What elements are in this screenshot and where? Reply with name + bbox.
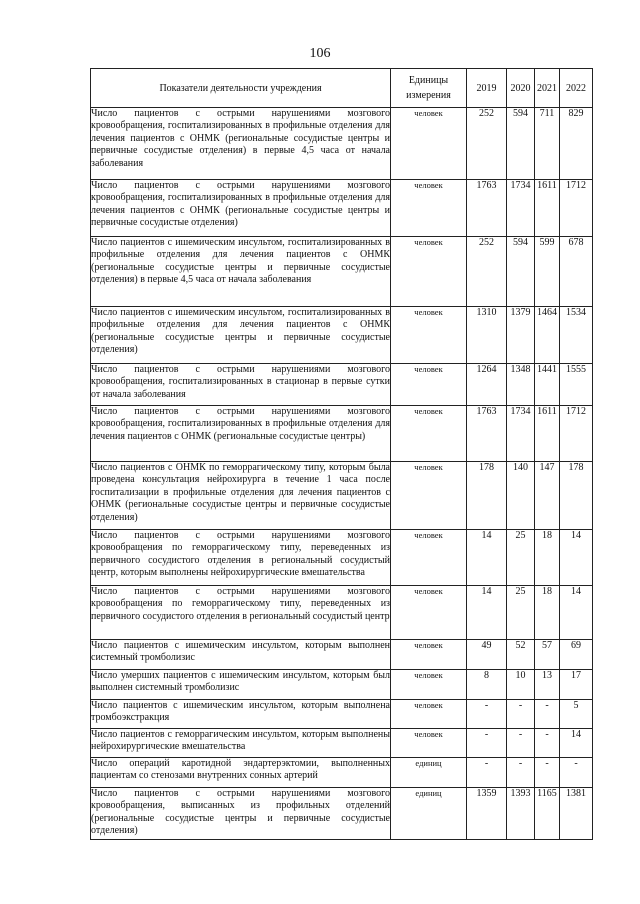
value-2019: 1763: [467, 180, 507, 237]
value-2019: 1264: [467, 364, 507, 406]
table-row: [91, 307, 593, 364]
value-2020: 1734: [507, 180, 535, 237]
unit-cell: единиц: [391, 788, 467, 840]
table-row: [91, 237, 593, 307]
indicator-cell: Число пациентов с острыми нарушениями мозгового кровообращения, госпитализированных в стационар в первые сутки от начала заболевания: [91, 364, 391, 406]
value-2020: 1348: [507, 364, 535, 406]
value-2022: 14: [560, 530, 593, 586]
unit-cell: человек: [391, 640, 467, 670]
table-row: [91, 530, 593, 586]
unit-cell: человек: [391, 586, 467, 640]
value-2020: 1379: [507, 307, 535, 364]
value-2019: 8: [467, 670, 507, 700]
value-2021: 13: [535, 670, 560, 700]
value-2022: 1534: [560, 307, 593, 364]
value-2019: 1310: [467, 307, 507, 364]
unit-cell: единиц: [391, 758, 467, 788]
table-row: [91, 108, 593, 180]
value-2020: 52: [507, 640, 535, 670]
value-2019: 1359: [467, 788, 507, 840]
unit-cell: человек: [391, 729, 467, 758]
indicator-cell: Число пациентов с острыми нарушениями мозгового кровообращения, госпитализированных в профильные отделения для лечения пациентов с ОНМК (региональные сосудистые центры и первичные сосудистые отделения): [91, 180, 391, 237]
value-2021: 1464: [535, 307, 560, 364]
indicator-cell: Число пациентов с ишемическим инсультом, госпитализированных в профильные отделения для лечения пациентов с ОНМК (региональные сосудистые центры и первичные сосудистые отделения): [91, 307, 391, 364]
value-2022: 14: [560, 729, 593, 758]
table-row: [91, 729, 593, 758]
value-2020: 1393: [507, 788, 535, 840]
table-row: [91, 670, 593, 700]
table-row: [91, 180, 593, 237]
value-2021: 57: [535, 640, 560, 670]
indicator-cell: Число пациентов с острыми нарушениями мозгового кровообращения, выписанных из профильных отделений (региональные сосудистые центры и первичные сосудистые отделения): [91, 788, 391, 840]
header-year-2022: 2022: [560, 69, 593, 108]
table-row: [91, 640, 593, 670]
value-2019: 1763: [467, 406, 507, 462]
indicator-cell: Число операций каротидной эндартерэктомии, выполненных пациентам со стенозами внутренних сонных артерий: [91, 758, 391, 788]
value-2020: 25: [507, 586, 535, 640]
unit-cell: человек: [391, 237, 467, 307]
value-2022: 1712: [560, 180, 593, 237]
header-year-2020: 2020: [507, 69, 535, 108]
value-2019: 252: [467, 108, 507, 180]
value-2022: 829: [560, 108, 593, 180]
unit-cell: человек: [391, 700, 467, 729]
indicator-cell: Число пациентов с острыми нарушениями мозгового кровообращения по геморрагическому типу, переведенных из первичного сосудистого отделения в региональный сосудистый центр: [91, 586, 391, 640]
table-row: [91, 700, 593, 729]
indicator-cell: Число умерших пациентов с ишемическим инсультом, которым был выполнен системный тромболизис: [91, 670, 391, 700]
value-2021: -: [535, 758, 560, 788]
value-2021: -: [535, 729, 560, 758]
value-2019: 178: [467, 462, 507, 530]
page-number: 106: [309, 46, 331, 61]
value-2021: 1165: [535, 788, 560, 840]
value-2021: 1611: [535, 180, 560, 237]
value-2022: 1712: [560, 406, 593, 462]
unit-cell: человек: [391, 406, 467, 462]
value-2022: 678: [560, 237, 593, 307]
value-2021: 18: [535, 530, 560, 586]
value-2020: -: [507, 700, 535, 729]
value-2019: -: [467, 700, 507, 729]
indicator-cell: Число пациентов с острыми нарушениями мозгового кровообращения, госпитализированных в профильные отделения для лечения пациентов с ОНМК (региональные сосудистые центры и первичные сосудистые отделения) в первые 4,5 часа от начала заболевания: [91, 108, 391, 180]
indicator-cell: Число пациентов с острыми нарушениями мозгового кровообращения по геморрагическому типу, переведенных из первичного сосудистого отделения в региональный сосудистый центр, которым выполнены нейрохирургические вмешательства: [91, 530, 391, 586]
table-row: [91, 406, 593, 462]
value-2022: 178: [560, 462, 593, 530]
indicator-cell: Число пациентов с геморрагическим инсультом, которым выполнены нейрохирургические вмешательства: [91, 729, 391, 758]
unit-cell: человек: [391, 670, 467, 700]
value-2020: 594: [507, 237, 535, 307]
table-row: [91, 788, 593, 840]
value-2020: 25: [507, 530, 535, 586]
value-2022: 69: [560, 640, 593, 670]
header-indicator: Показатели деятельности учреждения: [91, 69, 391, 108]
hospital-indicators-table: [90, 68, 593, 840]
value-2021: 147: [535, 462, 560, 530]
indicator-cell: Число пациентов с ишемическим инсультом, госпитализированных в профильные отделения для лечения пациентов с ОНМК (региональные сосудистые центры и первичные сосудистые отделения) в первые 4,5 часа от начала заболевания: [91, 237, 391, 307]
unit-cell: человек: [391, 462, 467, 530]
header-year-2021: 2021: [535, 69, 560, 108]
indicator-cell: Число пациентов с ОНМК по геморрагическому типу, которым была проведена консультация нейрохирурга в течение 1 часа после госпитализации в профильные отделения для лечения пациентов с ОНМК (региональные сосудистые центры и первичные сосудистые отделения): [91, 462, 391, 530]
value-2019: -: [467, 758, 507, 788]
unit-cell: человек: [391, 108, 467, 180]
value-2019: -: [467, 729, 507, 758]
value-2019: 252: [467, 237, 507, 307]
unit-cell: человек: [391, 530, 467, 586]
table-row: [91, 758, 593, 788]
indicator-cell: Число пациентов с ишемическим инсультом, которым выполнена тромбоэкстракция: [91, 700, 391, 729]
value-2021: -: [535, 700, 560, 729]
value-2020: -: [507, 729, 535, 758]
indicator-cell: Число пациентов с острыми нарушениями мозгового кровообращения, госпитализированных в профильные отделения для лечения пациентов с ОНМК (региональные сосудистые центры): [91, 406, 391, 462]
value-2021: 18: [535, 586, 560, 640]
value-2021: 1441: [535, 364, 560, 406]
value-2022: 14: [560, 586, 593, 640]
table-row: [91, 586, 593, 640]
value-2021: 1611: [535, 406, 560, 462]
value-2019: 49: [467, 640, 507, 670]
value-2020: 594: [507, 108, 535, 180]
value-2022: 1381: [560, 788, 593, 840]
table-row: [91, 364, 593, 406]
value-2021: 711: [535, 108, 560, 180]
table-row: [91, 462, 593, 530]
unit-cell: человек: [391, 180, 467, 237]
header-year-2019: 2019: [467, 69, 507, 108]
value-2019: 14: [467, 586, 507, 640]
value-2019: 14: [467, 530, 507, 586]
value-2020: 1734: [507, 406, 535, 462]
table-header-row: [91, 69, 593, 108]
unit-cell: человек: [391, 364, 467, 406]
unit-cell: человек: [391, 307, 467, 364]
value-2022: 5: [560, 700, 593, 729]
value-2022: 1555: [560, 364, 593, 406]
value-2022: -: [560, 758, 593, 788]
indicator-cell: Число пациентов с ишемическим инсультом, которым выполнен системный тромболизис: [91, 640, 391, 670]
value-2020: 10: [507, 670, 535, 700]
value-2022: 17: [560, 670, 593, 700]
value-2020: -: [507, 758, 535, 788]
value-2021: 599: [535, 237, 560, 307]
value-2020: 140: [507, 462, 535, 530]
header-units: Единицы измерения: [391, 69, 467, 108]
